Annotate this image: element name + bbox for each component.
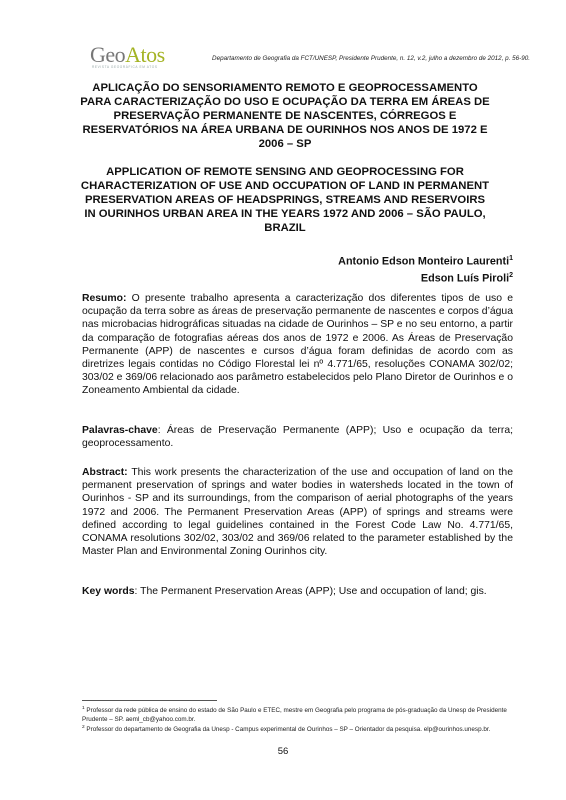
abstract-paragraph xyxy=(82,466,513,558)
resumo-label: Resumo: xyxy=(82,293,127,304)
author-footnote-mark: 1 xyxy=(509,255,513,262)
title-english: APPLICATION OF REMOTE SENSING AND GEOPROCESSING FOR CHARACTERIZATION OF USE AND OCCUPATION OF LAND IN PERMANENT PRESERVATION AREAS OF HEADSPRINGS, STREAMS AND RESERVOIRS IN OURINHOS URBAN AREA IN THE YEARS 1972 AND 2006 – SÃO PAULO, BRAZIL xyxy=(80,166,490,234)
author-1 xyxy=(338,252,513,269)
footnote-divider xyxy=(82,700,217,701)
footnote-2 xyxy=(82,724,513,735)
logo-tagline: REVISTA GEOGRÁFICA EM ATOS xyxy=(92,65,158,69)
title-portuguese: APLICAÇÃO DO SENSORIAMENTO REMOTO E GEOPROCESSAMENTO PARA CARACTERIZAÇÃO DO USO E OCUPAÇÃO DA TERRA EM ÁREAS DE PRESERVAÇÃO PERMANENTE DE NASCENTES, CÓRREGOS E RESERVATÓRIOS NA ÁREA URBANA DE OURINHOS NOS ANOS DE 1972 E 2006 – SP xyxy=(80,82,490,150)
resumo-paragraph xyxy=(82,292,513,398)
footnotes xyxy=(82,705,513,735)
logo-prefix: Geo xyxy=(90,42,126,67)
header-citation: Departamento de Geografia da FCT/UNESP, Presidente Prudente, n. 12, v.2, julho a dezembro de 2012, p. 56-90. xyxy=(212,55,530,62)
palavras-chave-label: Palavras-chave xyxy=(82,425,158,436)
author-name: Edson Luís Piroli xyxy=(420,272,510,285)
author-footnote-mark: 2 xyxy=(509,271,513,279)
abstract-label: Abstract: xyxy=(82,467,128,478)
footnote-1 xyxy=(82,705,513,724)
footnote-text: Professor da rede pública de ensino do estado de São Paulo e ETEC, mestre em Geografia pelo programa de pós-graduação da Unesp de Presidente Prudente – SP. aeml_cb@yahoo.com.br. xyxy=(82,707,507,723)
page-header xyxy=(90,38,530,72)
logo-accent: Atos xyxy=(125,42,165,67)
keywords-label: Key words xyxy=(82,586,135,597)
authors xyxy=(338,252,513,285)
author-2 xyxy=(338,269,513,286)
keywords-text: : The Permanent Preservation Areas (APP); Use and occupation of land; gis. xyxy=(134,586,487,597)
footnote-mark: 2 xyxy=(82,725,85,731)
abstract-text: This work presents the characterization of the use and occupation of land on the permanent preservation of springs and water bodies in watersheds located in the town of Ourinhos - SP and its surroundings, from the comparison of aerial photographs of the years 1972 and 2006. The Permanent Preservation Areas (APP) of springs and streams were defined according to legal guidelines contained in the Forest Code Law No. 4.771/65, CONAMA resolutions 302/02, 303/02 and 369/06 related to the parameter established by the Master Plan and Environmental Zoning Ourinhos city. xyxy=(82,467,513,558)
author-name: Antonio Edson Monteiro Laurenti xyxy=(338,255,510,268)
keywords-paragraph xyxy=(82,585,513,598)
page-number: 56 xyxy=(277,746,289,757)
footnote-text: Professor do departamento de Geografia da Unesp - Campus experimental de Ourinhos – SP – Orientador da pesquisa. elp@ourinhos.unesp.br. xyxy=(84,726,491,734)
footnote-mark: 1 xyxy=(82,706,85,711)
resumo-text: O presente trabalho apresenta a caracterização dos diferentes tipos de uso e ocupação da terra sobre as áreas de preservação permanente de nascentes e corpos d’água nas microbacias hidrográficas situadas na cidade de Ourinhos – SP e no seu entorno, a partir da comparação de fotografias aéreas dos anos de 1972 e 2006. As Áreas de Preservação Permanente (APP) de nascentes e cursos d’água foram definidas de acordo com as diretrizes legais contidas no Código Florestal lei nº 4.771/65, resoluções CONAMA 302/02; 303/02 e 369/06 relacionado aos parâmetro estabelecidos pelo Plano Diretor de Ourinhos e o Zoneamento Ambiental da cidade. xyxy=(82,293,513,397)
palavras-chave-paragraph xyxy=(82,424,513,450)
palavras-chave-text: : Áreas de Preservação Permanente (APP); Uso e ocupação da terra; geoprocessamento. xyxy=(82,425,513,450)
